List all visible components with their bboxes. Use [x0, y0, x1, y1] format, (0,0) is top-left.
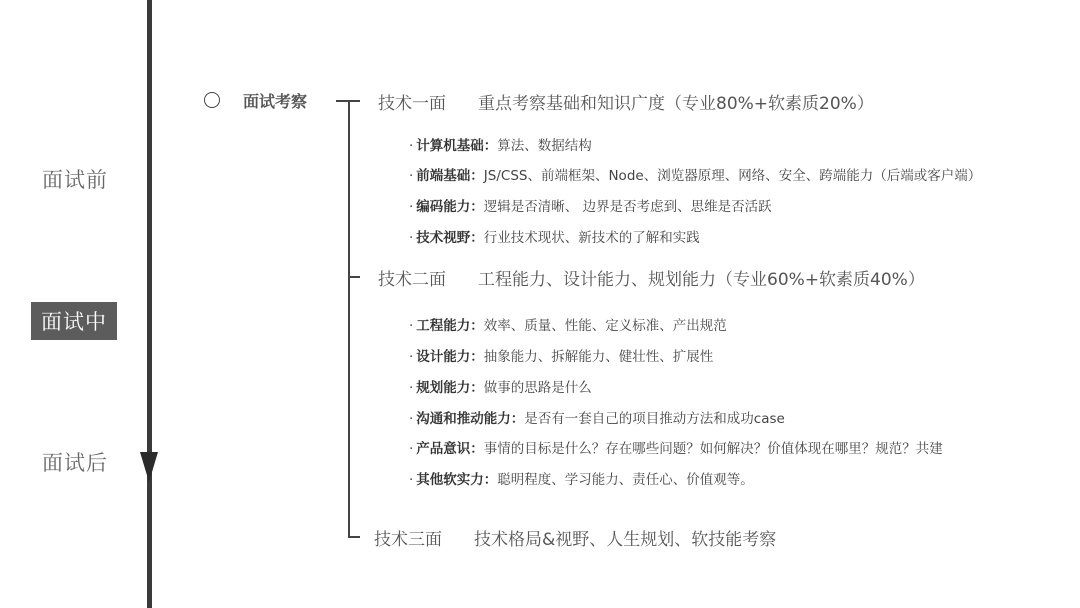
root-label: 面试考察 [243, 92, 308, 111]
connector-branch-3 [348, 536, 360, 538]
list-item: · 沟通和推动能力：是否有一套自己的项目推动方法和成功case [409, 411, 785, 427]
item-key: 规划能力： [416, 380, 484, 396]
item-text: 聪明程度、学习能力、责任心、价值观等。 [497, 472, 754, 488]
item-text: 做事的思路是什么 [483, 380, 592, 396]
item-text: 是否有一套自己的项目推动方法和成功case [524, 411, 785, 427]
item-key: 其他软实力： [416, 472, 498, 488]
branch-1-title: 技术一面 [378, 94, 446, 114]
item-key: 沟通和推动能力： [416, 411, 525, 427]
stage-before[interactable]: 面试前 [42, 168, 108, 192]
item-key: 编码能力： [416, 199, 484, 215]
item-text: 逻辑是否清晰、 边界是否考虑到、思维是否活跃 [483, 199, 772, 215]
branch-3-desc: 技术格局&视野、人生规划、软技能考察 [474, 530, 777, 550]
list-item: · 技术视野：行业技术现状、新技术的了解和实践 [409, 230, 700, 246]
branch-3-title: 技术三面 [374, 530, 442, 550]
item-text: 效率、质量、性能、定义标准、产出规范 [483, 318, 727, 334]
item-text: 算法、数据结构 [497, 138, 592, 154]
item-key: 计算机基础： [416, 138, 498, 154]
list-item: · 设计能力：抽象能力、拆解能力、健壮性、扩展性 [409, 349, 714, 365]
stage-after[interactable]: 面试后 [42, 451, 108, 475]
item-key: 工程能力： [416, 318, 484, 334]
stage-during[interactable]: 面试中 [31, 302, 117, 340]
branch-2-desc: 工程能力、设计能力、规划能力（专业60%+软素质40%） [478, 270, 925, 290]
item-text: 事情的目标是什么？存在哪些问题？如何解决？价值体现在哪里？规范？共建 [483, 441, 943, 457]
timeline-arrow-icon [140, 452, 158, 482]
item-key: 产品意识： [416, 441, 484, 457]
list-item: · 其他软实力：聪明程度、学习能力、责任心、价值观等。 [409, 472, 754, 488]
timeline-line [147, 0, 152, 608]
branch-2-title: 技术二面 [378, 270, 446, 290]
item-text: 行业技术现状、新技术的了解和实践 [483, 230, 700, 246]
list-item: · 工程能力：效率、质量、性能、定义标准、产出规范 [409, 318, 727, 334]
item-text: JS/CSS、前端框架、Node、浏览器原理、网络、安全、跨端能力（后端或客户端） [483, 168, 982, 184]
circle-icon [204, 92, 220, 108]
list-item: · 规划能力：做事的思路是什么 [409, 380, 592, 396]
list-item: · 产品意识：事情的目标是什么？存在哪些问题？如何解决？价值体现在哪里？规范？共建 [409, 441, 943, 457]
list-item: · 计算机基础：算法、数据结构 [409, 138, 592, 154]
item-text: 抽象能力、拆解能力、健壮性、扩展性 [483, 349, 714, 365]
list-item: · 前端基础：JS/CSS、前端框架、Node、浏览器原理、网络、安全、跨端能力（后端或客户端） [409, 168, 982, 184]
connector-vertical [348, 100, 350, 537]
item-key: 前端基础： [416, 168, 484, 184]
item-key: 技术视野： [416, 230, 484, 246]
connector-branch-2 [348, 276, 360, 278]
item-key: 设计能力： [416, 349, 484, 365]
branch-1-desc: 重点考察基础和知识广度（专业80%+软素质20%） [478, 94, 874, 114]
list-item: · 编码能力：逻辑是否清晰、 边界是否考虑到、思维是否活跃 [409, 199, 772, 215]
